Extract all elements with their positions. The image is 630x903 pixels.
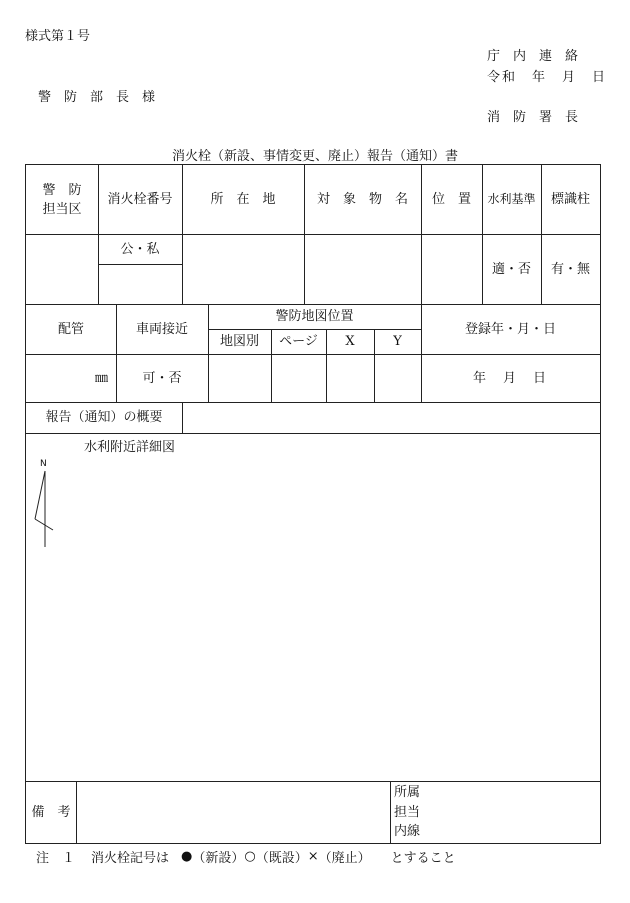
- extension-label: 内線: [394, 824, 421, 839]
- date-line: 令和 年 月 日: [487, 70, 608, 85]
- note-prefix: 消火栓記号は: [91, 851, 170, 866]
- header-district: [26, 165, 98, 234]
- pipe-unit: ㎜: [94, 370, 108, 386]
- note-abolished: （廃止）: [318, 851, 371, 866]
- note-label: 注 １: [36, 851, 76, 866]
- open-circle-icon: ○: [244, 849, 256, 864]
- public-private-option: 公・私: [120, 241, 160, 257]
- header-registration-date: 登録年・月・日: [464, 321, 556, 337]
- header-district-line1: 警 防: [42, 182, 82, 198]
- north-arrow-icon: [31, 469, 57, 549]
- fire-station-chief: 消防署長: [487, 110, 592, 125]
- note-existing: （既設）: [255, 851, 308, 866]
- header-hydrant-number: 消火栓番号: [107, 192, 173, 207]
- person-in-charge-label: 担当: [394, 804, 421, 820]
- header-location: 所 在 地: [210, 192, 276, 207]
- header-piping: 配管: [57, 321, 84, 337]
- header-district-line2: 担当区: [42, 201, 82, 217]
- header-remarks: 備 考: [31, 804, 71, 820]
- header-water-standard: 水利基準: [487, 192, 536, 206]
- note-new: （新設）: [192, 851, 245, 866]
- header-report-summary: 報告（通知）の概要: [45, 410, 163, 425]
- header-y: Y: [393, 334, 402, 349]
- header-position: 位 置: [431, 192, 471, 207]
- header-page: ページ: [279, 334, 318, 349]
- detail-map-label: 水利附近詳細図: [84, 440, 176, 455]
- north-label: N: [40, 459, 47, 469]
- affiliation-label: 所属: [394, 785, 421, 800]
- header-x: X: [345, 334, 355, 349]
- footnote: [36, 847, 456, 866]
- header-map-position: 警防地図位置: [275, 309, 354, 324]
- report-form-table: [25, 164, 601, 844]
- header-marker-post: 標識柱: [550, 192, 590, 207]
- contact-info: [394, 783, 420, 842]
- vehicle-access-option: 可・否: [142, 370, 182, 386]
- presence-option: 有・無: [550, 261, 590, 277]
- form-number: 様式第１号: [25, 29, 91, 44]
- internal-notice-label: 庁内連絡: [487, 49, 592, 64]
- filled-circle-icon: ●: [181, 849, 193, 864]
- cross-icon: ×: [307, 849, 319, 864]
- document-title: 消火栓（新設、事情変更、廃止）報告（通知）書: [171, 149, 458, 164]
- addressee: 警防部長様: [38, 90, 169, 105]
- header-map-sheet: 地図別: [219, 334, 259, 349]
- header-vehicle-access: 車両接近: [135, 321, 188, 337]
- note-suffix: とすること: [390, 851, 456, 866]
- registration-date-value: 年 月 日: [472, 370, 548, 386]
- header-target-name: 対 象 物 名: [316, 192, 408, 207]
- suitable-option: 適・否: [491, 261, 531, 277]
